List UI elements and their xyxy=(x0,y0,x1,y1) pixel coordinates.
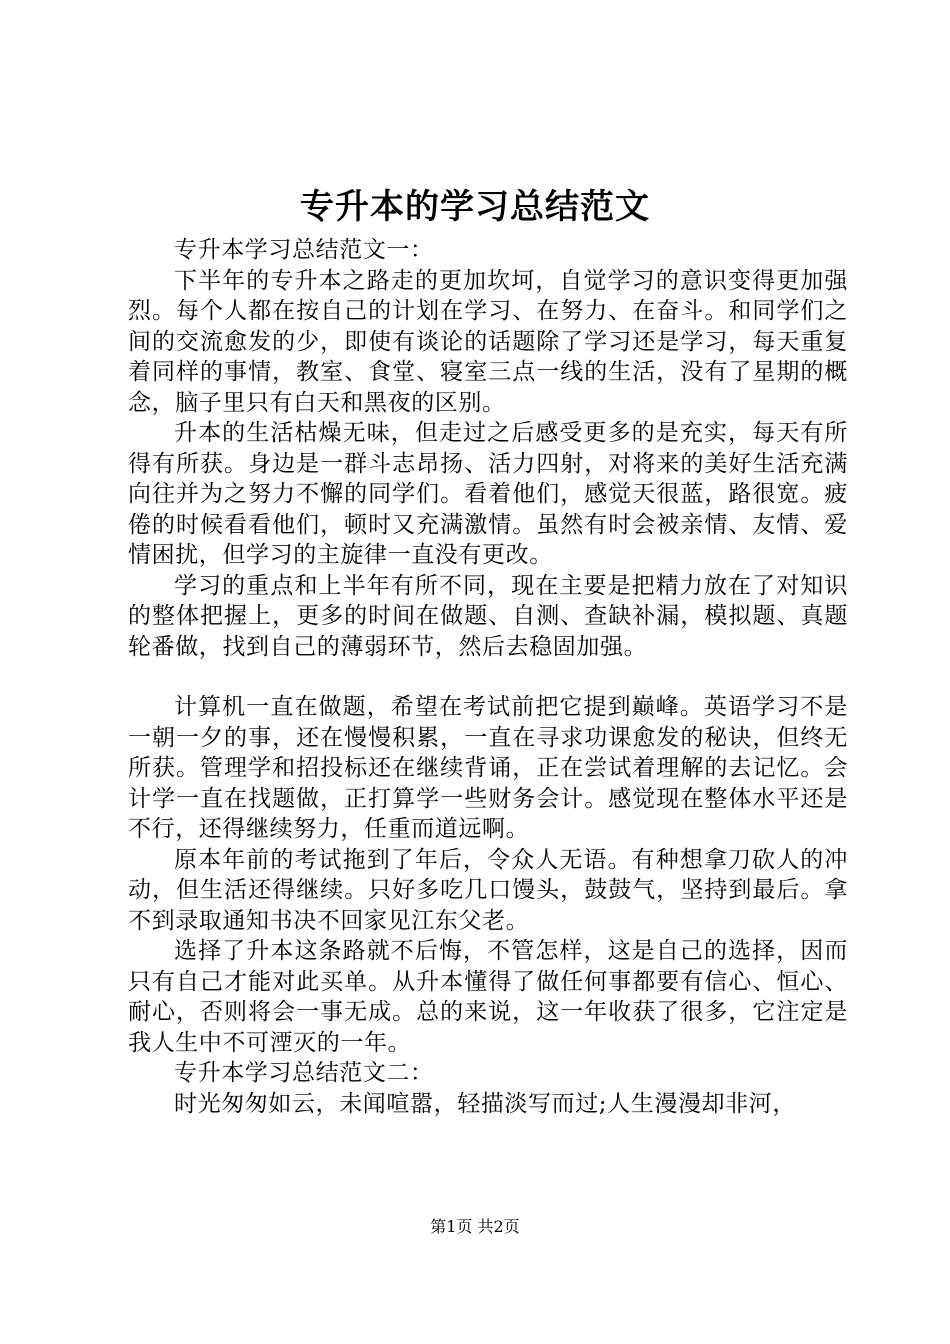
body-paragraph: 计算机一直在做题，希望在考试前把它提到巅峰。英语学习不是一朝一夕的事，还在慢慢积累，一直在寻求功课愈发的秘诀，但终无所获。管理学和招投标还在继续背诵，正在尝试着理解的去记忆。会计学一直在找题做，正打算学一些财务会计。感觉现在整体水平还是不行，还得继续努力，任重而道远啊。 xyxy=(128,694,848,842)
paragraph-spacer xyxy=(128,662,848,692)
body-paragraph: 学习的重点和上半年有所不同，现在主要是把精力放在了对知识的整体把握上，更多的时间在做题、自测、查缺补漏，模拟题、真题轮番做，找到自己的薄弱环节，然后去稳固加强。 xyxy=(128,572,848,660)
body-paragraph: 原本年前的考试拖到了年后，令众人无语。有种想拿刀砍人的冲动，但生活还得继续。只好多吃几口馒头，鼓鼓气，坚持到最后。拿不到录取通知书决不回家见江东父老。 xyxy=(128,846,848,934)
section-heading: 专升本学习总结范文一： xyxy=(174,237,434,263)
body-paragraph: 下半年的专升本之路走的更加坎坷，自觉学习的意识变得更加强烈。每个人都在按自己的计划在学习、在努力、在奋斗。和同学们之间的交流愈发的少，即使有谈论的话题除了学习还是学习，每天重复着同样的事情，教室、食堂、寝室三点一线的生活，没有了星期的概念，脑子里只有白天和黑夜的区别。 xyxy=(128,267,848,416)
document-body xyxy=(128,235,848,1119)
section-heading: 专升本学习总结范文二： xyxy=(174,1060,434,1086)
page-number-footer: 第1页 共2页 xyxy=(430,1217,520,1236)
body-paragraph: 升本的生活枯燥无味，但走过之后感受更多的是充实，每天有所得有所获。身边是一群斗志昂扬、活力四射，对将来的美好生活充满向往并为之努力不懈的同学们。看着他们，感觉天很蓝，路很宽。疲倦的时候看看他们，顿时又充满激情。虽然有时会被亲情、友情、爱情困扰，但学习的主旋律一直没有更改。 xyxy=(128,420,848,568)
document-title: 专升本的学习总结范文 xyxy=(300,187,650,227)
body-paragraph: 选择了升本这条路就不后悔，不管怎样，这是自己的选择，因而只有自己才能对此买单。从升本懂得了做任何事都要有信心、恒心、耐心，否则将会一事无成。总的来说，这一年收获了很多，它注定是我人生中不可湮灭的一年。 xyxy=(128,938,848,1056)
body-paragraph: 时光匆匆如云，未闻喧嚣，轻描淡写而过;人生漫漫却非河， xyxy=(174,1090,796,1117)
